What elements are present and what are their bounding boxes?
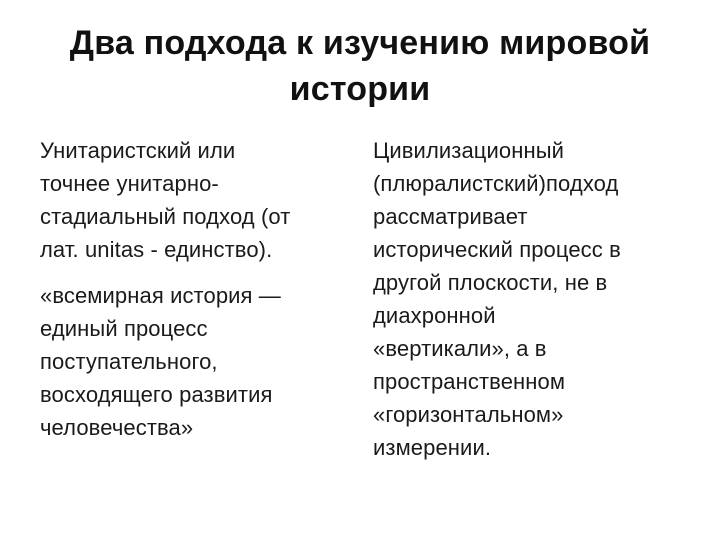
text-line: «всемирная история — xyxy=(40,283,281,308)
text-line: единый процесс xyxy=(40,316,208,341)
text-line: поступательного, xyxy=(40,349,218,374)
left-column xyxy=(40,134,360,444)
text-line: «вертикали», а в xyxy=(373,336,547,361)
text-line: пространственном xyxy=(373,369,566,394)
text-line: «горизонтальном» xyxy=(373,402,564,427)
text-line: другой плоскости, не в xyxy=(373,270,608,295)
slide-title-line-2: истории xyxy=(289,70,431,108)
text-line: человечества» xyxy=(40,415,194,440)
text-line: стадиальный подход (от xyxy=(40,204,291,229)
text-line: рассматривает xyxy=(373,204,528,229)
slide-title xyxy=(0,20,720,112)
right-column xyxy=(373,134,688,464)
text-line: Цивилизационный xyxy=(373,138,565,163)
text-line: Унитаристский или xyxy=(40,138,236,163)
left-column-paragraph-2 xyxy=(40,279,360,444)
slide-title-line-1: Два подхода к изучению мировой xyxy=(69,24,651,62)
text-line: лат. unitas - единство). xyxy=(40,237,273,262)
text-line: диахронной xyxy=(373,303,496,328)
left-column-paragraph-1 xyxy=(40,134,360,266)
text-line: исторический процесс в xyxy=(373,237,621,262)
text-line: (плюралистский)подход xyxy=(373,171,619,196)
text-line: точнее унитарно- xyxy=(40,171,219,196)
text-line: измерении. xyxy=(373,435,492,460)
right-column-paragraph-1 xyxy=(373,134,688,464)
text-line: восходящего развития xyxy=(40,382,273,407)
